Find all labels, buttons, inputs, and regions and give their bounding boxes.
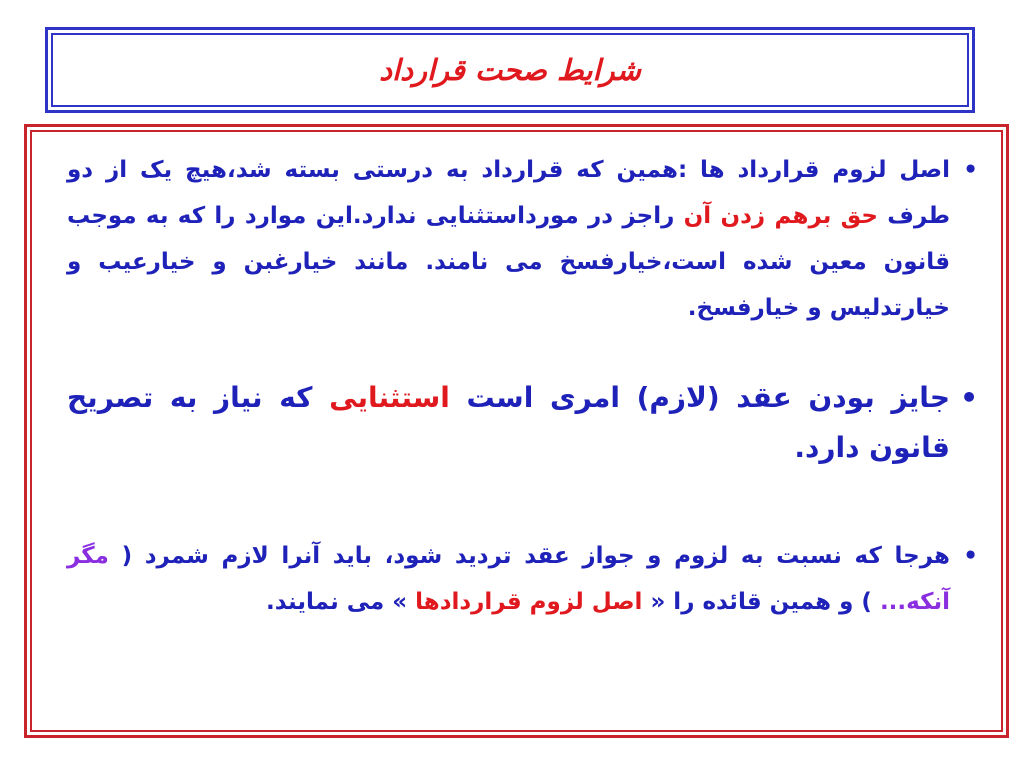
bullet-2-highlight: استثنایی — [329, 381, 450, 414]
bullet-1-text-2: راجز در مورداستثنایی ندارد.این موارد را که به موجب قانون معین شده است،خیارفسخ می نامند. مانند خیارغبن و خیارعیب و خیارتدلیس و خیارفسخ. — [67, 203, 950, 321]
slide-title: شرایط صحت قرارداد — [379, 53, 641, 87]
bullet-3-highlight: اصل لزوم قراردادها — [415, 589, 643, 615]
bullet-item-2 — [67, 373, 980, 473]
title-frame — [45, 27, 975, 113]
bullet-dot-icon: • — [960, 381, 978, 414]
bullet-3-text-1: هرجا که نسبت به لزوم و جواز عقد تردید شود، باید آنرا لازم شمرد ( — [108, 543, 950, 569]
bullet-dot-icon: • — [963, 543, 978, 569]
bullet-item-1 — [67, 147, 980, 331]
bullet-1-text-1: اصل لزوم قرارداد ها :همین که قرارداد به درستی بسته شد،هیچ یک از دو طرف — [67, 157, 950, 229]
bullet-list — [67, 147, 980, 625]
bullet-3-highlight-purple: مگر آنکه... — [67, 543, 950, 615]
bullet-3-text-3: » می نمایند. — [265, 589, 416, 615]
bullet-item-3 — [67, 533, 980, 625]
bullet-2-text-2: که نیاز به تصریح قانون دارد. — [67, 381, 950, 464]
bullet-dot-icon: • — [963, 157, 978, 183]
bullet-3-text-2: ) و همین قائده را « — [642, 589, 880, 615]
content-frame — [24, 124, 1009, 738]
bullet-2-text-1: جایز بودن عقد (لازم) امری است — [449, 381, 950, 414]
bullet-1-highlight: حق برهم زدن آن — [683, 203, 878, 229]
